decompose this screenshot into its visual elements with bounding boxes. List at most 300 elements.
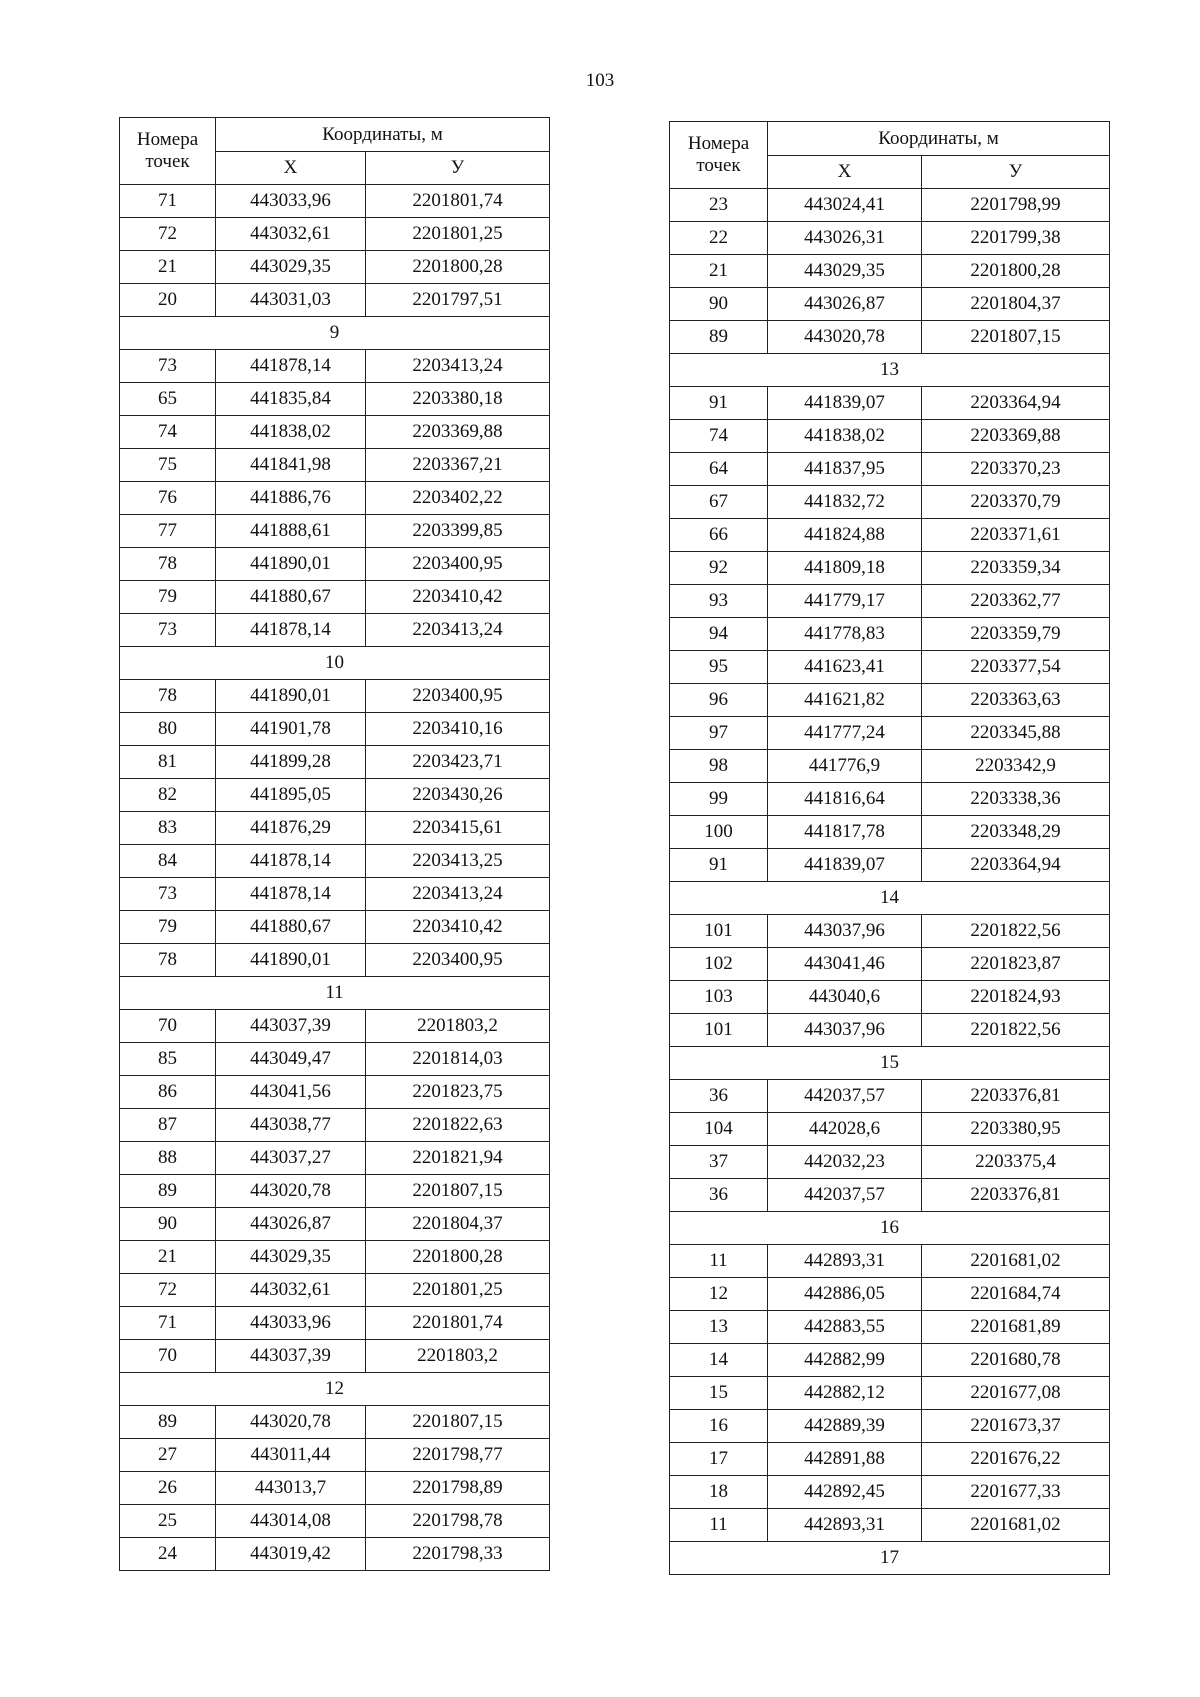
y-coordinate: 2201799,38 (922, 222, 1110, 255)
point-number: 89 (670, 321, 768, 354)
y-coordinate: 2203430,26 (366, 779, 550, 812)
x-coordinate: 441901,78 (216, 713, 366, 746)
x-coordinate: 441832,72 (768, 486, 922, 519)
point-number: 21 (120, 1241, 216, 1274)
point-number: 79 (120, 581, 216, 614)
y-coordinate: 2201798,78 (366, 1505, 550, 1538)
y-coordinate: 2201680,78 (922, 1344, 1110, 1377)
x-coordinate: 443038,77 (216, 1109, 366, 1142)
y-coordinate: 2203380,95 (922, 1113, 1110, 1146)
point-number: 102 (670, 948, 768, 981)
point-number: 15 (670, 1377, 768, 1410)
y-coordinate: 2203364,94 (922, 849, 1110, 882)
x-coordinate: 441839,07 (768, 387, 922, 420)
x-coordinate: 443037,39 (216, 1010, 366, 1043)
table-row (670, 816, 1110, 849)
table-row (670, 519, 1110, 552)
point-number: 92 (670, 552, 768, 585)
table-row (670, 222, 1110, 255)
point-number: 93 (670, 585, 768, 618)
table-row (670, 1245, 1110, 1278)
section-row (120, 1373, 550, 1406)
point-number: 14 (670, 1344, 768, 1377)
x-header: X (768, 156, 922, 189)
point-number: 21 (120, 251, 216, 284)
section-row (670, 1212, 1110, 1245)
y-coordinate: 2201822,56 (922, 1014, 1110, 1047)
y-coordinate: 2203402,22 (366, 482, 550, 515)
y-coordinate: 2203380,18 (366, 383, 550, 416)
y-coordinate: 2201814,03 (366, 1043, 550, 1076)
x-coordinate: 442037,57 (768, 1080, 922, 1113)
y-coordinate: 2201801,74 (366, 185, 550, 218)
x-coordinate: 443032,61 (216, 218, 366, 251)
point-number: 70 (120, 1340, 216, 1373)
x-coordinate: 442037,57 (768, 1179, 922, 1212)
point-number: 91 (670, 849, 768, 882)
y-coordinate: 2201801,25 (366, 218, 550, 251)
x-coordinate: 441880,67 (216, 581, 366, 614)
x-coordinate: 443029,35 (216, 1241, 366, 1274)
table-row (670, 1179, 1110, 1212)
table-row (120, 1142, 550, 1175)
y-coordinate: 2203410,42 (366, 581, 550, 614)
y-coordinate: 2203399,85 (366, 515, 550, 548)
table-row (670, 486, 1110, 519)
y-coordinate: 2203342,9 (922, 750, 1110, 783)
table-row (670, 684, 1110, 717)
x-coordinate: 442882,99 (768, 1344, 922, 1377)
section-number: 11 (120, 977, 550, 1010)
x-coordinate: 443031,03 (216, 284, 366, 317)
point-number: 81 (120, 746, 216, 779)
section-row (120, 977, 550, 1010)
x-coordinate: 443037,39 (216, 1340, 366, 1373)
table-row (670, 915, 1110, 948)
section-number: 13 (670, 354, 1110, 387)
section-number: 12 (120, 1373, 550, 1406)
table-row (120, 515, 550, 548)
x-coordinate: 442886,05 (768, 1278, 922, 1311)
x-coordinate: 443037,27 (216, 1142, 366, 1175)
x-coordinate: 443026,87 (216, 1208, 366, 1241)
y-coordinate: 2201684,74 (922, 1278, 1110, 1311)
table-row (670, 552, 1110, 585)
table-row (120, 1043, 550, 1076)
point-number: 70 (120, 1010, 216, 1043)
point-number: 64 (670, 453, 768, 486)
table-row (120, 1274, 550, 1307)
x-coordinate: 441778,83 (768, 618, 922, 651)
y-coordinate: 2203371,61 (922, 519, 1110, 552)
x-coordinate: 443029,35 (768, 255, 922, 288)
y-coordinate: 2203413,24 (366, 614, 550, 647)
x-coordinate: 441890,01 (216, 944, 366, 977)
table-row (120, 416, 550, 449)
point-number: 72 (120, 1274, 216, 1307)
y-coordinate: 2203359,34 (922, 552, 1110, 585)
point-number: 96 (670, 684, 768, 717)
y-coordinate: 2201673,37 (922, 1410, 1110, 1443)
table-row (120, 1472, 550, 1505)
table-row (670, 1476, 1110, 1509)
x-coordinate: 441886,76 (216, 482, 366, 515)
x-coordinate: 441888,61 (216, 515, 366, 548)
x-coordinate: 442891,88 (768, 1443, 922, 1476)
y-coordinate: 2203370,79 (922, 486, 1110, 519)
y-coordinate: 2201681,02 (922, 1245, 1110, 1278)
table-row (120, 911, 550, 944)
y-header: У (922, 156, 1110, 189)
section-row (670, 354, 1110, 387)
y-coordinate: 2201798,77 (366, 1439, 550, 1472)
table-row (670, 717, 1110, 750)
point-number: 101 (670, 915, 768, 948)
y-coordinate: 2203377,54 (922, 651, 1110, 684)
table-row (670, 849, 1110, 882)
point-number: 88 (120, 1142, 216, 1175)
x-coordinate: 443019,42 (216, 1538, 366, 1571)
table-row (670, 1410, 1110, 1443)
point-number: 73 (120, 878, 216, 911)
section-number: 9 (120, 317, 550, 350)
point-number: 89 (120, 1175, 216, 1208)
table-row (120, 548, 550, 581)
section-row (670, 882, 1110, 915)
table-row (120, 1439, 550, 1472)
table-row (120, 350, 550, 383)
point-number: 79 (120, 911, 216, 944)
table-row (670, 651, 1110, 684)
x-coordinate: 441895,05 (216, 779, 366, 812)
point-number: 83 (120, 812, 216, 845)
point-number: 36 (670, 1179, 768, 1212)
y-coordinate: 2201807,15 (366, 1175, 550, 1208)
table-row (670, 948, 1110, 981)
table-row (670, 453, 1110, 486)
x-coordinate: 443037,96 (768, 1014, 922, 1047)
y-coordinate: 2201824,93 (922, 981, 1110, 1014)
table-row (670, 981, 1110, 1014)
point-number: 16 (670, 1410, 768, 1443)
point-number: 65 (120, 383, 216, 416)
table-row (120, 614, 550, 647)
y-coordinate: 2201803,2 (366, 1010, 550, 1043)
x-coordinate: 441835,84 (216, 383, 366, 416)
point-number: 78 (120, 548, 216, 581)
table-row (120, 1109, 550, 1142)
x-coordinate: 443020,78 (768, 321, 922, 354)
y-coordinate: 2203369,88 (366, 416, 550, 449)
point-number: 76 (120, 482, 216, 515)
x-coordinate: 441876,29 (216, 812, 366, 845)
point-number: 94 (670, 618, 768, 651)
x-coordinate: 441776,9 (768, 750, 922, 783)
table-row (120, 218, 550, 251)
x-coordinate: 443020,78 (216, 1175, 366, 1208)
point-number: 24 (120, 1538, 216, 1571)
point-number: 85 (120, 1043, 216, 1076)
table-row (670, 783, 1110, 816)
x-coordinate: 441890,01 (216, 548, 366, 581)
point-number: 20 (120, 284, 216, 317)
x-coordinate: 443011,44 (216, 1439, 366, 1472)
point-number: 77 (120, 515, 216, 548)
table-row (120, 878, 550, 911)
table-row (120, 779, 550, 812)
table-row (120, 944, 550, 977)
y-coordinate: 2201807,15 (922, 321, 1110, 354)
point-number: 87 (120, 1109, 216, 1142)
point-number: 25 (120, 1505, 216, 1538)
table-row (670, 420, 1110, 453)
point-number: 12 (670, 1278, 768, 1311)
table-row (120, 713, 550, 746)
point-number: 78 (120, 680, 216, 713)
point-number: 95 (670, 651, 768, 684)
y-coordinate: 2201823,87 (922, 948, 1110, 981)
table-row (670, 1344, 1110, 1377)
y-coordinate: 2201803,2 (366, 1340, 550, 1373)
table-row (120, 284, 550, 317)
y-coordinate: 2203362,77 (922, 585, 1110, 618)
table-row (120, 482, 550, 515)
y-coordinate: 2203369,88 (922, 420, 1110, 453)
x-coordinate: 443026,31 (768, 222, 922, 255)
y-coordinate: 2201798,33 (366, 1538, 550, 1571)
table-row (120, 1241, 550, 1274)
y-coordinate: 2203359,79 (922, 618, 1110, 651)
y-coordinate: 2203367,21 (366, 449, 550, 482)
point-number: 97 (670, 717, 768, 750)
point-number: 80 (120, 713, 216, 746)
table-row (120, 383, 550, 416)
y-coordinate: 2203348,29 (922, 816, 1110, 849)
x-coordinate: 443037,96 (768, 915, 922, 948)
point-number: 78 (120, 944, 216, 977)
y-coordinate: 2201797,51 (366, 284, 550, 317)
point-number: 100 (670, 816, 768, 849)
x-coordinate: 442883,55 (768, 1311, 922, 1344)
point-number: 13 (670, 1311, 768, 1344)
point-number: 26 (120, 1472, 216, 1505)
x-coordinate: 442893,31 (768, 1245, 922, 1278)
y-coordinate: 2203400,95 (366, 944, 550, 977)
x-coordinate: 441809,18 (768, 552, 922, 585)
y-coordinate: 2203410,16 (366, 713, 550, 746)
point-number: 104 (670, 1113, 768, 1146)
x-coordinate: 441878,14 (216, 614, 366, 647)
x-coordinate: 443014,08 (216, 1505, 366, 1538)
point-number: 99 (670, 783, 768, 816)
table-row (120, 1406, 550, 1439)
table-row (670, 750, 1110, 783)
x-coordinate: 443049,47 (216, 1043, 366, 1076)
x-coordinate: 442882,12 (768, 1377, 922, 1410)
point-number: 98 (670, 750, 768, 783)
point-number: 86 (120, 1076, 216, 1109)
point-number: 66 (670, 519, 768, 552)
y-header: У (366, 152, 550, 185)
x-coordinate: 443013,7 (216, 1472, 366, 1505)
table-row (670, 1278, 1110, 1311)
section-number: 17 (670, 1542, 1110, 1575)
point-number: 90 (120, 1208, 216, 1241)
point-number: 101 (670, 1014, 768, 1047)
x-coordinate: 441777,24 (768, 717, 922, 750)
y-coordinate: 2201822,56 (922, 915, 1110, 948)
y-coordinate: 2203376,81 (922, 1080, 1110, 1113)
x-coordinate: 441841,98 (216, 449, 366, 482)
point-number: 73 (120, 350, 216, 383)
table-row (120, 251, 550, 284)
page-number: 103 (585, 70, 615, 91)
coords-header: Координаты, м (216, 118, 550, 152)
y-coordinate: 2201677,33 (922, 1476, 1110, 1509)
coords-header: Координаты, м (768, 122, 1110, 156)
section-number: 16 (670, 1212, 1110, 1245)
table-row (120, 746, 550, 779)
x-coordinate: 442032,23 (768, 1146, 922, 1179)
x-coordinate: 443026,87 (768, 288, 922, 321)
table-body-left (120, 185, 550, 1571)
x-coordinate: 441824,88 (768, 519, 922, 552)
point-number: 82 (120, 779, 216, 812)
x-coordinate: 442893,31 (768, 1509, 922, 1542)
x-coordinate: 443033,96 (216, 185, 366, 218)
x-coordinate: 443041,46 (768, 948, 922, 981)
point-number: 11 (670, 1509, 768, 1542)
y-coordinate: 2203400,95 (366, 548, 550, 581)
x-coordinate: 443024,41 (768, 189, 922, 222)
point-number: 71 (120, 185, 216, 218)
y-coordinate: 2201822,63 (366, 1109, 550, 1142)
point-number: 23 (670, 189, 768, 222)
x-coordinate: 443040,6 (768, 981, 922, 1014)
y-coordinate: 2203363,63 (922, 684, 1110, 717)
point-number: 22 (670, 222, 768, 255)
x-coordinate: 441839,07 (768, 849, 922, 882)
table-row (120, 1076, 550, 1109)
y-coordinate: 2203364,94 (922, 387, 1110, 420)
x-coordinate: 441838,02 (216, 416, 366, 449)
x-coordinate: 441621,82 (768, 684, 922, 717)
y-coordinate: 2201681,02 (922, 1509, 1110, 1542)
x-coordinate: 441816,64 (768, 783, 922, 816)
table-row (670, 618, 1110, 651)
point-number: 36 (670, 1080, 768, 1113)
table-row (120, 1010, 550, 1043)
x-coordinate: 441838,02 (768, 420, 922, 453)
table-row (120, 1175, 550, 1208)
y-coordinate: 2201800,28 (922, 255, 1110, 288)
table-row (670, 255, 1110, 288)
x-coordinate: 441899,28 (216, 746, 366, 779)
y-coordinate: 2203423,71 (366, 746, 550, 779)
table-row (670, 189, 1110, 222)
x-coordinate: 441878,14 (216, 878, 366, 911)
x-coordinate: 443033,96 (216, 1307, 366, 1340)
section-row (120, 647, 550, 680)
x-coordinate: 443020,78 (216, 1406, 366, 1439)
x-coordinate: 441890,01 (216, 680, 366, 713)
y-coordinate: 2201807,15 (366, 1406, 550, 1439)
point-number: 89 (120, 1406, 216, 1439)
y-coordinate: 2201800,28 (366, 251, 550, 284)
coordinates-table-left (119, 117, 550, 1571)
point-number: 18 (670, 1476, 768, 1509)
table-row (120, 185, 550, 218)
coordinates-table-right (669, 121, 1110, 1575)
section-row (670, 1047, 1110, 1080)
table-row (120, 680, 550, 713)
table-row (670, 1146, 1110, 1179)
table-row (670, 321, 1110, 354)
point-number: 71 (120, 1307, 216, 1340)
table-row (120, 1307, 550, 1340)
point-number: 17 (670, 1443, 768, 1476)
table-row (120, 845, 550, 878)
point-number: 74 (670, 420, 768, 453)
x-coordinate: 443041,56 (216, 1076, 366, 1109)
y-coordinate: 2201804,37 (922, 288, 1110, 321)
y-coordinate: 2201801,25 (366, 1274, 550, 1307)
point-number: 21 (670, 255, 768, 288)
table-row (120, 1208, 550, 1241)
y-coordinate: 2203415,61 (366, 812, 550, 845)
points-header: Номера точек (120, 118, 216, 185)
y-coordinate: 2203370,23 (922, 453, 1110, 486)
point-number: 37 (670, 1146, 768, 1179)
y-coordinate: 2203410,42 (366, 911, 550, 944)
table-row (670, 1080, 1110, 1113)
x-coordinate: 441779,17 (768, 585, 922, 618)
y-coordinate: 2201801,74 (366, 1307, 550, 1340)
x-coordinate: 441623,41 (768, 651, 922, 684)
x-coordinate: 441837,95 (768, 453, 922, 486)
table-row (670, 1311, 1110, 1344)
y-coordinate: 2201800,28 (366, 1241, 550, 1274)
y-coordinate: 2203345,88 (922, 717, 1110, 750)
point-number: 84 (120, 845, 216, 878)
table-row (670, 1113, 1110, 1146)
point-number: 73 (120, 614, 216, 647)
point-number: 11 (670, 1245, 768, 1278)
x-coordinate: 441878,14 (216, 350, 366, 383)
section-number: 14 (670, 882, 1110, 915)
y-coordinate: 2203413,25 (366, 845, 550, 878)
x-coordinate: 441878,14 (216, 845, 366, 878)
table-row (120, 1505, 550, 1538)
table-row (120, 1538, 550, 1571)
section-row (120, 317, 550, 350)
table-row (670, 585, 1110, 618)
point-number: 27 (120, 1439, 216, 1472)
y-coordinate: 2201823,75 (366, 1076, 550, 1109)
table-row (670, 288, 1110, 321)
y-coordinate: 2203413,24 (366, 350, 550, 383)
x-coordinate: 442892,45 (768, 1476, 922, 1509)
table-row (120, 1340, 550, 1373)
table-body-right (670, 189, 1110, 1575)
y-coordinate: 2201804,37 (366, 1208, 550, 1241)
point-number: 67 (670, 486, 768, 519)
point-number: 91 (670, 387, 768, 420)
section-number: 10 (120, 647, 550, 680)
table-row (670, 387, 1110, 420)
x-coordinate: 443032,61 (216, 1274, 366, 1307)
section-number: 15 (670, 1047, 1110, 1080)
